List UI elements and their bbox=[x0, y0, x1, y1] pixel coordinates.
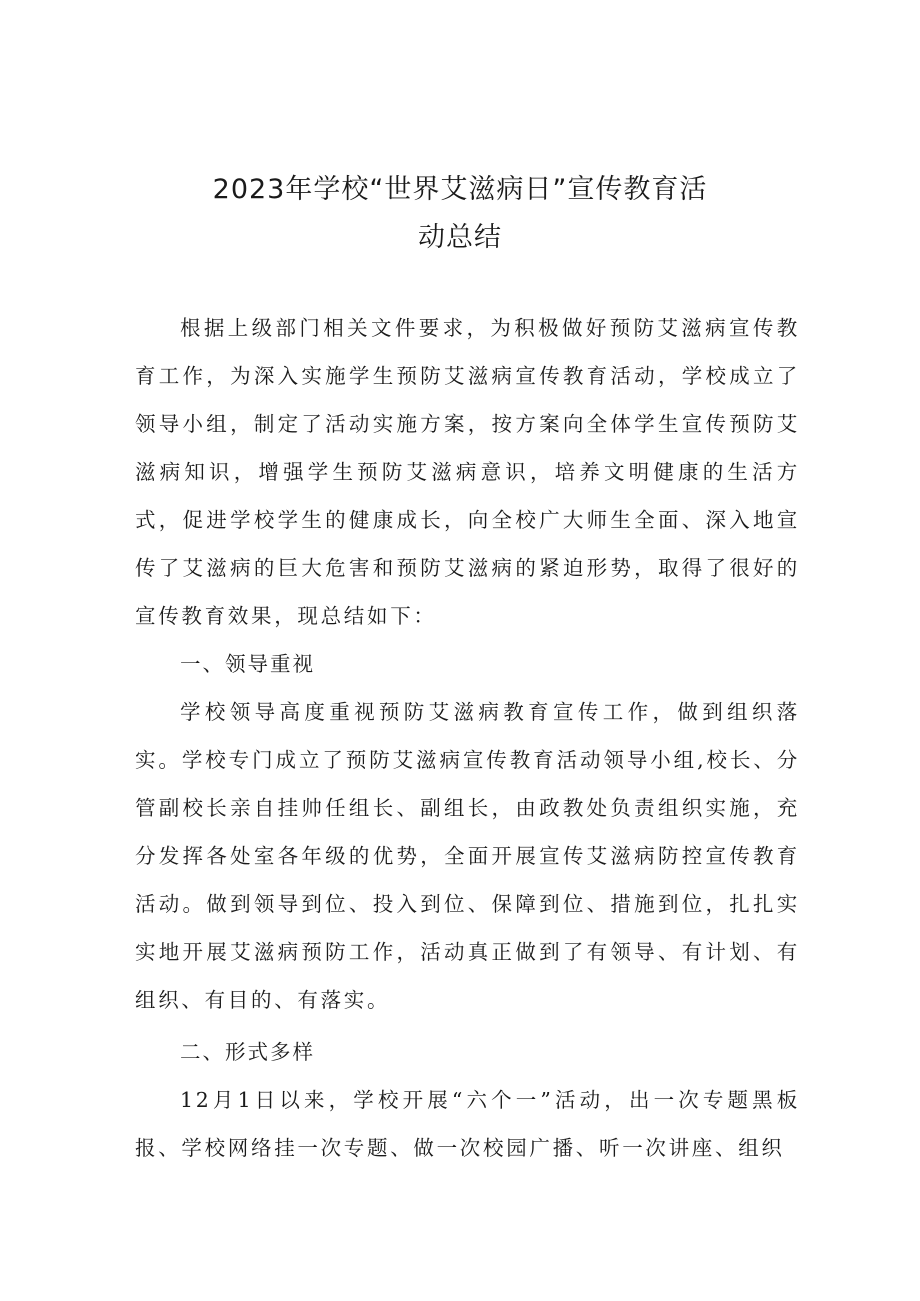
section-2-paragraph: 12月1日以来，学校开展“六个一”活动，出一次专题黑板报、学校网络挂一次专题、做一次校园广播、听一次讲座、组织 bbox=[135, 1088, 800, 1160]
intro-paragraph: 根据上级部门相关文件要求，为积极做好预防艾滋病宣传教育工作，为深入实施学生预防艾滋病宣传教育活动，学校成立了领导小组，制定了活动实施方案，按方案向全体学生宣传预防艾滋病知识，增强学生预防艾滋病意识，培养文明健康的生活方式，促进学校学生的健康成长，向全校广大师生全面、深入地宣传了艾滋病的巨大危害和预防艾滋病的紧迫形势，取得了很好的宣传教育效果，现总结如下： bbox=[135, 316, 800, 628]
document-title-line-1: 2023年学校“世界艾滋病日”宣传教育活 bbox=[212, 174, 708, 205]
section-2-heading: 二、形式多样 bbox=[180, 1040, 315, 1064]
document-title-line-2: 动总结 bbox=[418, 222, 502, 253]
section-1-paragraph: 学校领导高度重视预防艾滋病教育宣传工作，做到组织落实。学校专门成立了预防艾滋病宣传教育活动领导小组,校长、分管副校长亲自挂帅任组长、副组长，由政教处负责组织实施，充分发挥各处室各年级的优势，全面开展宣传艾滋病防控宣传教育活动。做到领导到位、投入到位、保障到位、措施到位，扎扎实实地开展艾滋病预防工作，活动真正做到了有领导、有计划、有组织、有目的、有落实。 bbox=[135, 700, 800, 1012]
section-1-heading: 一、领导重视 bbox=[180, 652, 315, 676]
